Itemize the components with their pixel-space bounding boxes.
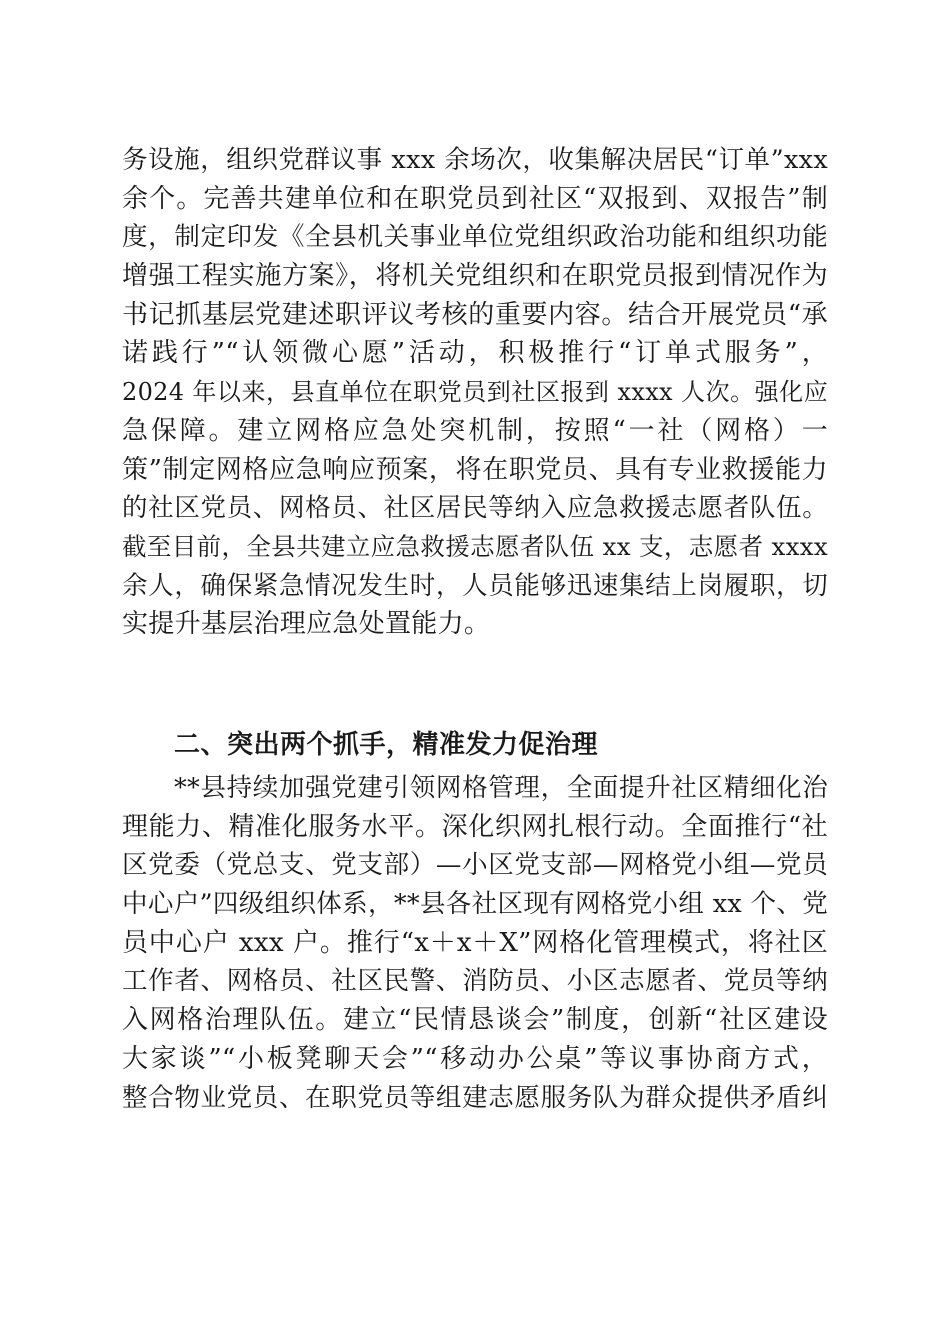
paragraph-line: 入网格治理队伍。建立“民情恳谈会”制度，创新“社区建设 <box>122 1005 828 1036</box>
paragraph-line: 书记抓基层党建述职评议考核的重要内容。结合开展党员“承 <box>122 299 828 330</box>
paragraph-line: 员中心户 xxx 户。推行“x＋x＋X”网格化管理模式，将社区 <box>122 927 828 958</box>
paragraph-line: 实提升基层治理应急处置能力。 <box>122 609 491 640</box>
paragraph-line: 2024 年以来，县直单位在职党员到社区报到 xxxx 人次。强化应 <box>122 378 828 407</box>
paragraph-line: 诺践行”“认领微心愿”活动，积极推行“订单式服务”， <box>122 338 828 369</box>
paragraph-line: 度，制定印发《全县机关事业单位党组织政治功能和组织功能 <box>122 222 828 253</box>
paragraph-line: 策”制定网格应急响应预案，将在职党员、具有专业救援能力 <box>122 454 828 485</box>
paragraph-line: 截至目前，全县共建立应急救援志愿者队伍 xx 支，志愿者 xxxx <box>122 531 828 561</box>
paragraph-line: 区党委（党总支、党支部）—小区党支部—网格党小组—党员 <box>122 850 828 881</box>
paragraph-1 <box>122 141 828 644</box>
paragraph-line: **县持续加强党建引领网格管理，全面提升社区精细化治 <box>174 773 828 803</box>
paragraph-line: 理能力、精准化服务水平。深化织网扎根行动。全面推行“社 <box>122 811 828 842</box>
section-heading: 二、突出两个抓手，精准发力促治理 <box>174 730 599 760</box>
paragraph-line: 工作者、网格员、社区民警、消防员、小区志愿者、党员等纳 <box>122 966 828 997</box>
paragraph-line: 余个。完善共建单位和在职党员到社区“双报到、双报告”制 <box>122 183 828 214</box>
paragraph-2 <box>122 769 828 1117</box>
paragraph-line: 大家谈”“小板凳聊天会”“移动办公桌”等议事协商方式， <box>122 1043 828 1074</box>
paragraph-line: 余人，确保紧急情况发生时，人员能够迅速集结上岗履职，切 <box>122 570 828 601</box>
paragraph-line: 务设施，组织党群议事 xxx 余场次，收集解决居民“订单”xxx <box>122 145 828 175</box>
paragraph-line: 的社区党员、网格员、社区居民等纳入应急救援志愿者队伍。 <box>122 493 828 524</box>
paragraph-line: 整合物业党员、在职党员等组建志愿服务队为群众提供矛盾纠 <box>122 1082 828 1113</box>
paragraph-line: 增强工程实施方案》，将机关党组织和在职党员报到情况作为 <box>122 261 828 292</box>
paragraph-line: 急保障。建立网格应急处突机制，按照“一社（网格）一 <box>122 415 828 446</box>
paragraph-line: 中心户”四级组织体系，**县各社区现有网格党小组 xx 个、党 <box>122 889 828 920</box>
